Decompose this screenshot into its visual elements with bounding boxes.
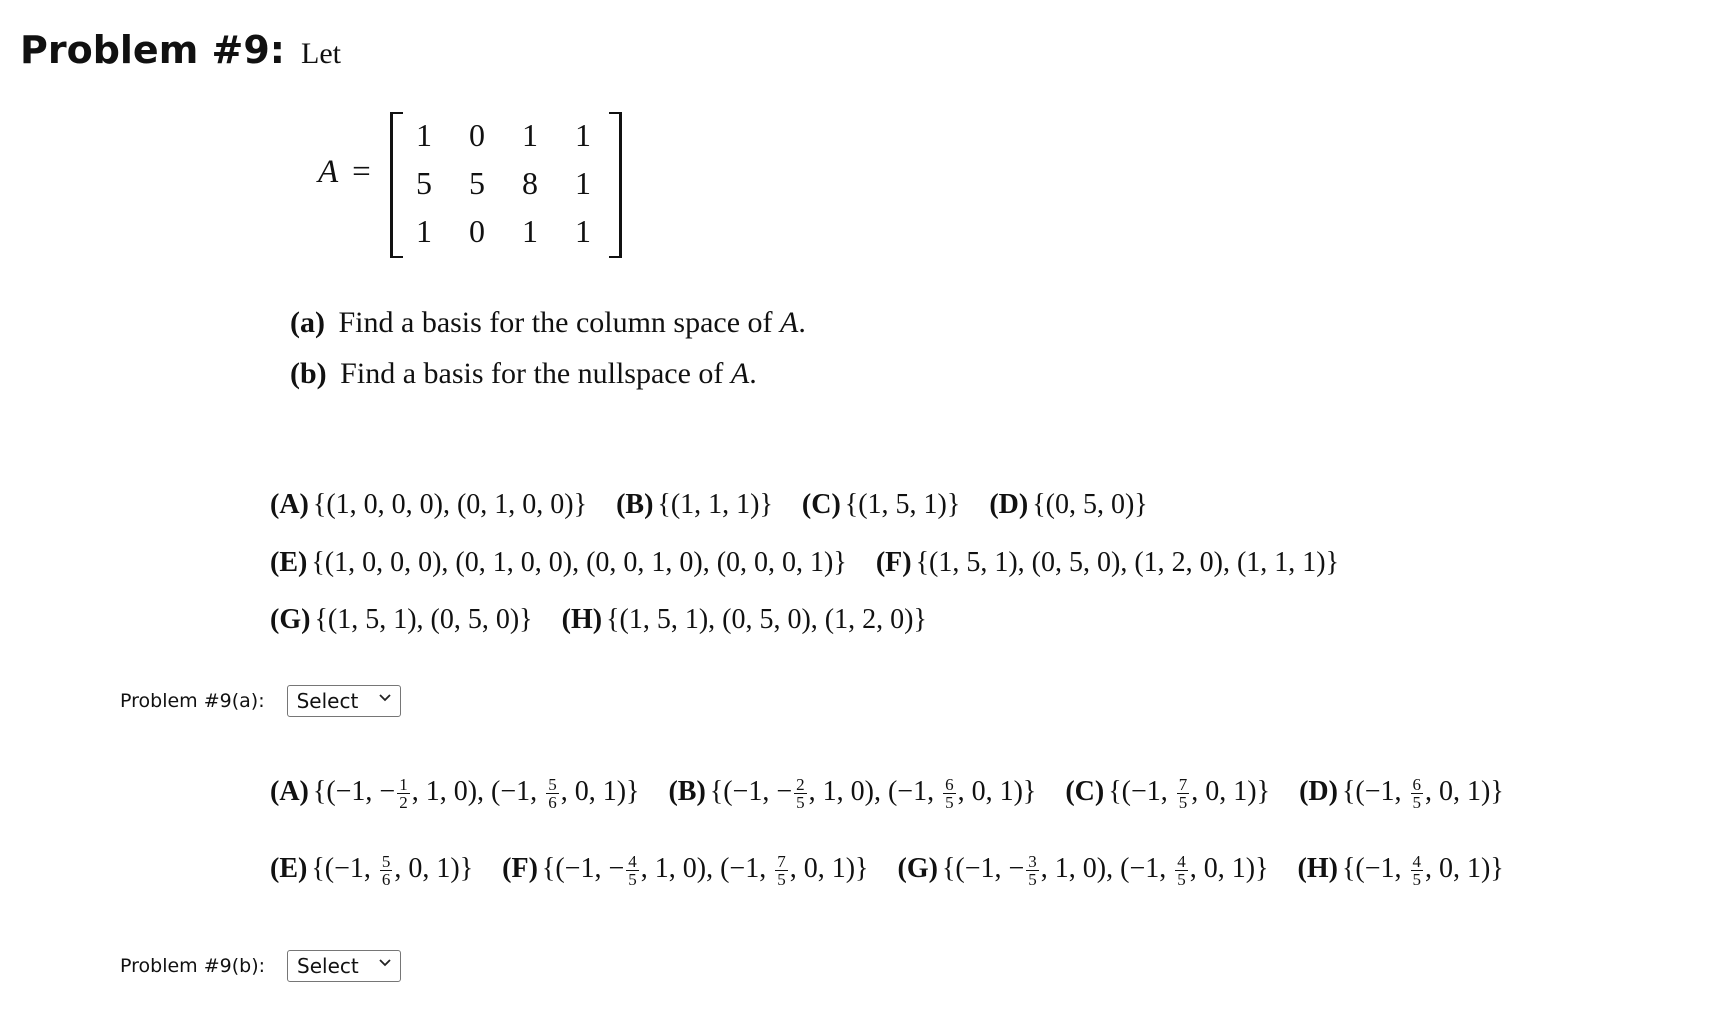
choice-part: , 1, 0), (−1, xyxy=(808,776,942,807)
choice-part: {(−1, − xyxy=(941,853,1025,884)
choice-value: {(1, 5, 1), (0, 5, 0)} xyxy=(314,604,533,635)
choice-label: (D) xyxy=(989,489,1029,520)
fraction xyxy=(397,776,410,811)
matrix-name: A xyxy=(318,154,339,190)
choice-label: (C) xyxy=(1065,776,1105,807)
part-a-label: (a) xyxy=(290,306,325,339)
choice-part: , 0, 1)} xyxy=(957,776,1037,807)
answer-label-a: Problem #9(a): xyxy=(120,690,265,712)
matrix-cell: 1 xyxy=(522,117,538,153)
choice-part: {(−1, xyxy=(311,853,378,884)
matrix-lhs xyxy=(318,154,371,191)
choice-b-A xyxy=(270,775,640,813)
choice-a-E xyxy=(270,547,847,578)
matrix-cell: 1 xyxy=(575,213,591,249)
part-a-text: Find a basis for the column space of xyxy=(338,306,773,339)
denominator: 5 xyxy=(777,870,786,890)
choice-part: {(−1, − xyxy=(541,853,625,884)
choice-a-D xyxy=(989,489,1147,520)
denominator: 2 xyxy=(399,793,408,813)
choice-a-B xyxy=(616,489,773,520)
choice-b-B xyxy=(668,775,1037,813)
choice-a-F xyxy=(876,547,1339,578)
choices-b-line-1 xyxy=(270,776,1526,811)
choice-a-A xyxy=(270,489,587,520)
numerator: 7 xyxy=(1178,775,1188,795)
choice-b-G xyxy=(897,852,1269,890)
choice-value: {(1, 0, 0, 0), (0, 1, 0, 0), (0, 0, 1, 0), (0, 0, 0, 1)} xyxy=(311,547,847,578)
fraction xyxy=(380,853,393,888)
choice-label: (A) xyxy=(270,489,309,520)
matrix-cell: 1 xyxy=(575,165,591,201)
choice-value: {(1, 0, 0, 0), (0, 1, 0, 0)} xyxy=(312,489,588,520)
choice-label: (G) xyxy=(897,853,938,884)
part-a-end: . xyxy=(798,306,806,339)
numerator: 1 xyxy=(399,775,408,795)
choice-a-H xyxy=(562,604,927,635)
choice-label: (C) xyxy=(801,489,841,520)
choices-b-line-2 xyxy=(270,853,1526,888)
choice-label: (B) xyxy=(668,776,706,807)
denominator: 6 xyxy=(548,793,557,813)
choice-label: (G) xyxy=(270,604,311,635)
choice-part: {(−1, − xyxy=(312,776,396,807)
part-b-end: . xyxy=(749,357,757,390)
choice-label: (E) xyxy=(270,853,308,884)
part-b-text: Find a basis for the nullspace of xyxy=(340,357,724,390)
part-a-question xyxy=(290,306,806,340)
denominator: 5 xyxy=(1412,793,1421,813)
numerator: 4 xyxy=(1412,852,1422,872)
choice-a-G xyxy=(270,604,533,635)
denominator: 5 xyxy=(945,793,954,813)
denominator: 5 xyxy=(796,793,805,813)
denominator: 5 xyxy=(1177,870,1186,890)
choice-part: , 0, 1)} xyxy=(560,776,640,807)
choice-part: , 0, 1)} xyxy=(1425,776,1504,807)
choice-value: {(1, 1, 1)} xyxy=(657,489,773,520)
choice-part: {(−1, − xyxy=(709,776,793,807)
fraction xyxy=(1026,853,1039,888)
choice-part: , 0, 1)} xyxy=(789,853,869,884)
chevron-down-icon xyxy=(379,694,391,702)
choice-value: {(0, 5, 0)} xyxy=(1032,489,1148,520)
numerator: 5 xyxy=(548,775,557,795)
choice-value: {(1, 5, 1), (0, 5, 0), (1, 2, 0)} xyxy=(606,604,927,635)
fraction xyxy=(1411,776,1424,811)
choice-label: (H) xyxy=(1297,853,1338,884)
part-b-question xyxy=(290,357,757,391)
part-b-label: (b) xyxy=(290,357,327,390)
numerator: 3 xyxy=(1028,852,1037,872)
numerator: 6 xyxy=(1412,775,1421,795)
choice-b-D xyxy=(1299,775,1504,813)
matrix-cell: 1 xyxy=(575,117,591,153)
choice-part: , 1, 0), (−1, xyxy=(640,853,774,884)
denominator: 5 xyxy=(1028,870,1037,890)
choice-part: {(−1, xyxy=(1108,776,1175,807)
problem-heading: Problem #9: xyxy=(20,28,285,72)
denominator: 5 xyxy=(628,870,637,890)
matrix-cell: 0 xyxy=(469,213,485,249)
select-value: Select xyxy=(297,954,359,978)
answer-label-b: Problem #9(b): xyxy=(120,955,266,977)
choice-part: , 1, 0), (−1, xyxy=(1040,853,1174,884)
answer-row-b xyxy=(120,950,401,982)
matrix-cell: 1 xyxy=(416,213,432,249)
choice-value: {(1, 5, 1), (0, 5, 0), (1, 2, 0), (1, 1, 1)} xyxy=(915,547,1340,578)
problem-title xyxy=(20,28,341,72)
choice-label: (H) xyxy=(561,604,603,635)
choice-label: (A) xyxy=(270,776,309,807)
problem-lead: Let xyxy=(301,37,341,70)
fraction xyxy=(546,776,559,811)
equals-sign: = xyxy=(352,154,371,190)
choices-a-line-1 xyxy=(270,489,1170,521)
fraction xyxy=(1411,853,1424,888)
choice-a-C xyxy=(802,489,960,520)
choice-label: (F) xyxy=(875,547,912,578)
choice-part: , 0, 1)} xyxy=(1191,776,1271,807)
choice-part: , 0, 1)} xyxy=(1425,853,1504,884)
matrix-cell: 8 xyxy=(522,165,538,201)
choice-b-H xyxy=(1297,852,1504,890)
choice-b-F xyxy=(502,852,869,890)
fraction xyxy=(775,853,788,888)
denominator: 6 xyxy=(381,870,391,890)
choice-label: (F) xyxy=(502,853,538,884)
part-a-var: A xyxy=(780,306,799,339)
choice-part: , 0, 1)} xyxy=(394,853,474,884)
numerator: 4 xyxy=(1177,852,1186,872)
answer-select-b[interactable] xyxy=(287,950,401,982)
choice-value: {(1, 5, 1)} xyxy=(844,489,961,520)
choices-a-line-3 xyxy=(270,604,949,636)
matrix-left-bracket xyxy=(390,112,403,258)
fraction xyxy=(626,853,639,888)
choice-b-E xyxy=(270,852,474,890)
choice-label: (B) xyxy=(616,489,654,520)
numerator: 4 xyxy=(628,852,637,872)
numerator: 2 xyxy=(796,775,805,795)
fraction xyxy=(1175,853,1188,888)
choice-b-C xyxy=(1065,775,1271,813)
answer-select-a[interactable] xyxy=(287,685,401,717)
numerator: 7 xyxy=(777,852,786,872)
matrix-cell: 1 xyxy=(522,213,538,249)
numerator: 6 xyxy=(945,775,954,795)
select-value: Select xyxy=(296,689,359,713)
fraction xyxy=(794,776,807,811)
matrix xyxy=(390,112,622,256)
choice-label: (D) xyxy=(1299,776,1338,807)
choice-part: , 1, 0), (−1, xyxy=(411,776,545,807)
matrix-cell: 5 xyxy=(469,165,485,201)
choice-part: {(−1, xyxy=(1341,853,1409,884)
matrix-cell: 0 xyxy=(469,117,485,153)
matrix-cell: 5 xyxy=(416,165,432,201)
fraction xyxy=(943,776,956,811)
denominator: 5 xyxy=(1412,870,1422,890)
choice-label: (E) xyxy=(270,547,308,578)
choice-part: , 0, 1)} xyxy=(1189,853,1269,884)
choices-a-line-2 xyxy=(270,547,1361,579)
part-b-var: A xyxy=(730,357,750,390)
fraction xyxy=(1177,776,1190,811)
numerator: 5 xyxy=(381,852,391,872)
choice-part: {(−1, xyxy=(1341,776,1409,807)
matrix-right-bracket xyxy=(609,112,622,258)
denominator: 5 xyxy=(1178,793,1188,813)
chevron-down-icon xyxy=(379,959,391,967)
matrix-cell: 1 xyxy=(416,117,432,153)
answer-row-a xyxy=(120,685,401,717)
